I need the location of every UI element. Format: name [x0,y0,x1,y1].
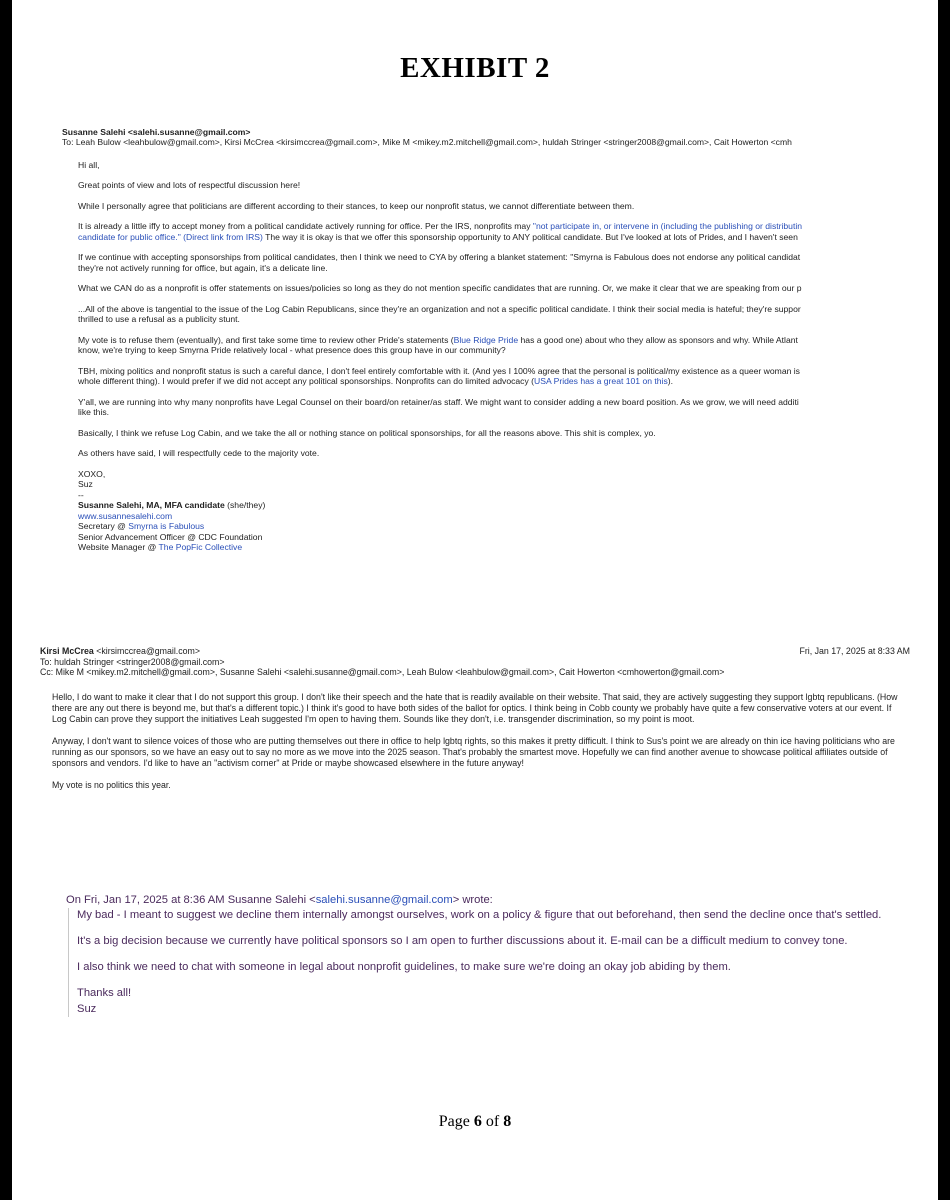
paragraph: Hello, I do want to make it clear that I do not support this group. I don't like their speech and the hate that is readily available on their website. That said, they are actively suggesting they support lgbtq republicans. (How there are any out there is beyond me, but that's a different topic.) I think it's good to have both sides of the ballot for optics. I think being in Cobb county we probably have quite a few conservative voters at our event. If Log Cabin can prove they support the initiatives Leah suggested I'm open to having them. Sounds like they don't, i.e. transgender discrimination, so my point is moot. [52,692,898,724]
quote-body [68,908,912,1017]
pronouns: (she/they) [224,500,266,511]
blue-ridge-pride-link[interactable]: Blue Ridge Pride [453,334,519,345]
irs-quote-link[interactable]: "not participate in, or intervene in (including the publishing or distributin [532,221,803,232]
closing: XOXO, [78,468,106,479]
signature-name: Susanne Salehi, MA, MFA candidate [78,500,225,511]
paragraph: Great points of view and lots of respectful discussion here! [78,180,301,191]
irs-direct-link[interactable]: (Direct link from IRS) [183,231,263,242]
text: has a good one) about who they allow as sponsors and why. While Atlant [518,334,798,345]
closing-name: Suz [78,479,93,490]
text: It is already a little iffy to accept money from a political candidate actively running for office. Per the IRS, nonprofits may [78,221,533,232]
current-page: 6 [473,1113,482,1130]
paragraph: I also think we need to chat with someone in legal about nonprofit guidelines, to make sure we're doing an okay job abiding by them. [77,961,731,974]
email-cc: Cc: Mike M <mikey.m2.mitchell@gmail.com>, Susanne Salehi <salehi.susanne@gmail.com>, Leah Bulow <leahbulow@gmail.com>, Cait Howerton <cmhowerton@gmail.com> [40,667,725,678]
text: ...All of the above is tangential to the issue of the Log Cabin Republicans, since they're an organization and not a specific political candidate. I think their social media is hateful; they're suppor [78,303,801,314]
paragraph: Anyway, I don't want to silence voices of those who are putting themselves out there in office to help lgbtq rights, so this makes it pretty difficult. I think to Sus's point we are already on thin ice having politicians who are running as our sponsors, so we have an easy out to say no more as we move into the 2025 season. That's probably the smartest move. Hopefully we can find another avenue to showcase political affiliates outside of sponsors and vendors. I'd like to have an "activism corner" at Pride or maybe showcased elsewhere in the future anyway! [52,736,895,768]
email-susanne [62,127,938,553]
paragraph [77,986,912,1016]
paragraph: While I personally agree that politicians are different according to their stances, to keep our nonprofit status, we cannot differentiate between them. [78,200,635,211]
text: My vote is to refuse them (eventually), and first take some time to review other Pride's statements ( [78,334,454,345]
paragraph [78,252,938,273]
text: Website Manager @ [78,542,159,553]
text: of [481,1113,504,1130]
paragraph: As others have said, I will respectfully cede to the majority vote. [78,448,320,459]
text: On Fri, Jan 17, 2025 at 8:36 AM Susanne Salehi < [66,894,316,906]
text: The way it is okay is that we offer this sponsorship opportunity to ANY political candidate. But I've looked at lots of Prides, and I haven't seen [262,231,798,242]
email-link[interactable]: salehi.susanne@gmail.com [315,894,453,906]
text: like this. [78,407,110,418]
text: TBH, mixing politics and nonprofit status is such a careful dance, I don't feel entirely comfortable with it. (And yes I 100% agree that the personal is political/my existence as a queer woman is [78,365,800,376]
text: Secretary @ [78,521,129,532]
greeting: Hi all, [78,159,100,170]
paragraph: It's a big decision because we currently have political sponsors so I am open to further discussions about it. E-mail can be a difficult medium to convey tone. [77,935,848,948]
paragraph [78,221,938,242]
paragraph [78,335,938,356]
text: Y'all, we are running into why many nonprofits have Legal Counsel on their board/on retainer/as staff. We might want to consider adding a new board position. As we grow, we will need additi [78,396,799,407]
text: > wrote: [452,894,493,906]
email-kirsi [40,646,910,803]
paragraph [78,397,938,418]
email-body [62,160,938,553]
text: ). [667,376,674,387]
irs-quote-link-cont[interactable]: candidate for public office." [78,231,181,242]
email-sender: Kirsi McCrea [40,646,94,656]
text: thrilled to use a refusal as a publicity stunt. [78,314,240,325]
paragraph: Basically, I think we refuse Log Cabin, and we take the all or nothing stance on political sponsorships, for all the reasons above. This shit is complex, yo. [78,427,656,438]
document-page [12,0,938,1200]
page-number [12,1113,938,1131]
paragraph [78,366,938,387]
text: Suz [77,1002,97,1015]
text: If we continue with accepting sponsorships from political candidates, then I think we need to CYA by offering a blanket statement: "Smyrna is Fabulous does not endorse any political candidat [78,252,801,263]
text: they're not actively running for office, but again, it's a delicate line. [78,262,328,273]
paragraph: My vote is no politics this year. [52,780,171,791]
signature-role [78,542,938,552]
email-body [40,692,904,791]
text: Page [438,1113,474,1130]
paragraph [78,304,938,325]
paragraph: What we CAN do as a nonprofit is offer statements on issues/policies so long as they do not mention specific candidates that are running. Or, we make it clear that we are speaking from our p [78,283,802,294]
email-sender-line [40,646,910,657]
smyrna-link[interactable]: Smyrna is Fabulous [128,521,205,532]
email-sender: Susanne Salehi <salehi.susanne@gmail.com> [62,127,251,137]
signature-role: Senior Advancement Officer @ CDC Foundation [78,531,263,542]
email-to: To: huldah Stringer <stringer2008@gmail.com> [40,656,225,667]
signature-block [78,469,938,553]
email-recipients: To: Leah Bulow <leahbulow@gmail.com>, Kirsi McCrea <kirsimccrea@gmail.com>, Mike M <mikey.m2.mitchell@gmail.com>, huldah Stringer <stringer2008@gmail.com>, Cait Howerton <cmh [62,137,792,148]
email-date: Fri, Jan 17, 2025 at 8:33 AM [799,646,910,656]
usa-prides-link[interactable]: USA Prides has a great 101 on this [534,376,668,387]
quote-header [66,893,912,908]
signature-role [78,521,938,531]
total-pages: 8 [503,1113,512,1130]
popfic-link[interactable]: The PopFic Collective [158,542,243,553]
text: whole different thing). I would prefer if we did not accept any political sponsorships. Nonprofits can do limited advocacy ( [78,376,535,387]
paragraph: My bad - I meant to suggest we decline them internally amongst ourselves, work on a policy & figure that out beforehand, then send the decline once that's settled. [77,909,882,922]
signature-name-line [78,500,938,510]
exhibit-title: EXHIBIT 2 [400,52,550,84]
website-link[interactable]: www.susannesalehi.com [78,510,173,521]
signature-separator: -- [78,489,84,500]
text: Thanks all! [77,987,132,1000]
quoted-reply [66,893,912,1028]
sender-address: <kirsimccrea@gmail.com> [93,646,201,656]
text: know, we're trying to keep Smyrna Pride relatively local - what presence does this group have in our community? [78,345,506,356]
